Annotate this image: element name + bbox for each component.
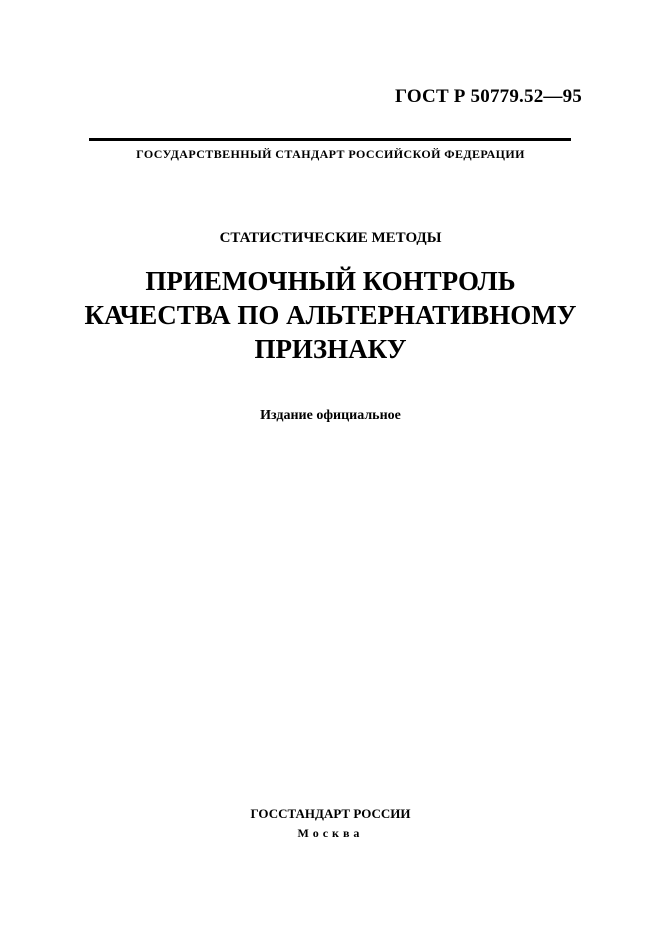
document-number: ГОСТ Р 50779.52—95 xyxy=(395,86,582,107)
edition-label: Издание официальное xyxy=(260,408,401,423)
agency-line: ГОСУДАРСТВЕННЫЙ СТАНДАРТ РОССИЙСКОЙ ФЕДЕРАЦИИ xyxy=(136,147,525,161)
publication-city: Москва xyxy=(297,826,364,840)
document-title xyxy=(0,264,661,366)
header-rule xyxy=(89,138,571,141)
publisher-name: ГОССТАНДАРТ РОССИИ xyxy=(250,806,411,821)
title-line-1: ПРИЕМОЧНЫЙ КОНТРОЛЬ xyxy=(145,266,516,296)
series-title: СТАТИСТИЧЕСКИЕ МЕТОДЫ xyxy=(219,230,442,246)
title-line-2: КАЧЕСТВА ПО АЛЬТЕРНАТИВНОМУ xyxy=(84,300,577,330)
title-line-3: ПРИЗНАКУ xyxy=(254,334,407,364)
